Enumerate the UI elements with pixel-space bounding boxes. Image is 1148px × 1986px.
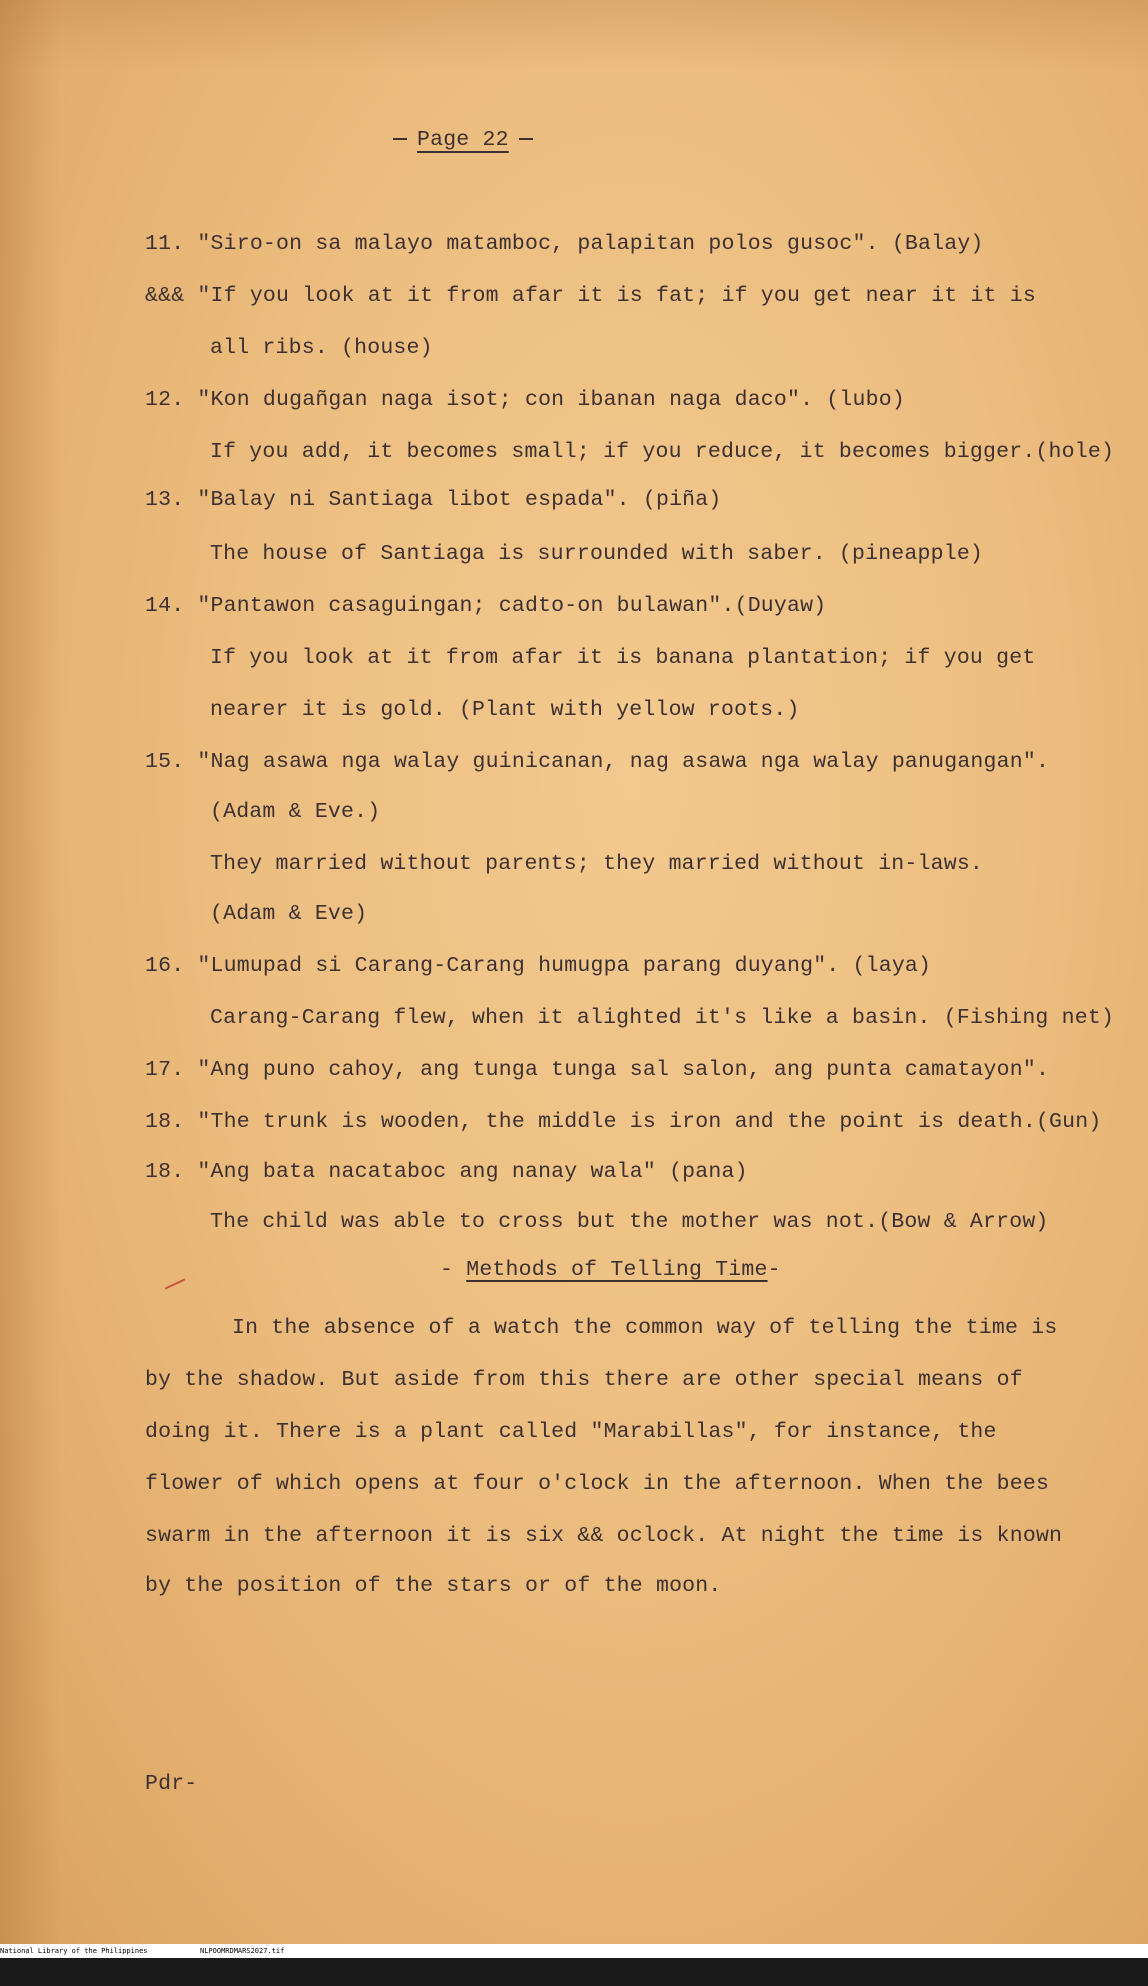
- riddle-18-translation: The child was able to cross but the mother was not.(Bow & Arrow): [210, 1210, 1049, 1234]
- riddle-11-translation-cont: all ribs. (house): [210, 336, 433, 360]
- page-number: Page 22: [417, 128, 509, 152]
- riddle-15-translation: They married without parents; they married without in-laws.: [210, 852, 984, 876]
- riddle-17-translation: 18. "The trunk is wooden, the middle is iron and the point is death.(Gun): [145, 1110, 1102, 1134]
- paragraph-line-5: swarm in the afternoon it is six && oclock. At night the time is known: [145, 1524, 1063, 1548]
- riddle-11-translation: &&& "If you look at it from afar it is fat; if you get near it it is: [145, 284, 1036, 308]
- riddle-16-translation: Carang-Carang flew, when it alighted it's like a basin. (Fishing net): [210, 1006, 1115, 1030]
- paragraph-line-6: by the position of the stars or of the moon.: [145, 1574, 722, 1598]
- riddle-12-translation: If you add, it becomes small; if you reduce, it becomes bigger.(hole): [210, 440, 1115, 464]
- riddle-17-text: 17. "Ang puno cahoy, ang tunga tunga sal salon, ang punta camatayon".: [145, 1058, 1050, 1082]
- riddle-14-translation: If you look at it from afar it is banana plantation; if you get: [210, 646, 1036, 670]
- paragraph-line-2: by the shadow. But aside from this there are other special means of: [145, 1368, 1023, 1392]
- riddle-12-text: 12. "Kon dugañgan naga isot; con ibanan naga daco". (lubo): [145, 388, 905, 412]
- section-heading-text: Methods of Telling Time: [466, 1258, 768, 1282]
- paragraph-line-3: doing it. There is a plant called "Marabillas", for instance, the: [145, 1420, 997, 1444]
- riddle-15-answer: (Adam & Eve.): [210, 800, 381, 824]
- footer-filename: NLPOOMRDMARS2027.tif: [200, 1947, 285, 1955]
- page-header: [383, 128, 543, 152]
- section-heading: - Methods of Telling Time-: [440, 1258, 781, 1282]
- riddle-13-text: 13. "Balay ni Santiaga libot espada". (piña): [145, 488, 722, 512]
- paragraph-line-4: flower of which opens at four o'clock in the afternoon. When the bees: [145, 1472, 1050, 1496]
- riddle-16-text: 16. "Lumupad si Carang-Carang humugpa parang duyang". (laya): [145, 954, 932, 978]
- riddle-18-text: 18. "Ang bata nacataboc ang nanay wala" (pana): [145, 1160, 748, 1184]
- signature-initials: Pdr-: [145, 1772, 198, 1796]
- scan-footer: [0, 1944, 1148, 1958]
- footer-library: National Library of the Philippines: [0, 1947, 148, 1955]
- riddle-14-translation-cont: nearer it is gold. (Plant with yellow roots.): [210, 698, 800, 722]
- riddle-13-translation: The house of Santiaga is surrounded with saber. (pineapple): [210, 542, 984, 566]
- riddle-15-translation-answer: (Adam & Eve): [210, 902, 368, 926]
- riddle-11-text: 11. "Siro-on sa malayo matamboc, palapitan polos gusoc". (Balay): [145, 232, 984, 256]
- paragraph-line-1: In the absence of a watch the common way of telling the time is: [232, 1316, 1058, 1340]
- riddle-14-text: 14. "Pantawon casaguingan; cadto-on bulawan".(Duyaw): [145, 594, 827, 618]
- riddle-15-text: 15. "Nag asawa nga walay guinicanan, nag asawa nga walay panugangan".: [145, 750, 1050, 774]
- red-pen-mark: [165, 1278, 186, 1289]
